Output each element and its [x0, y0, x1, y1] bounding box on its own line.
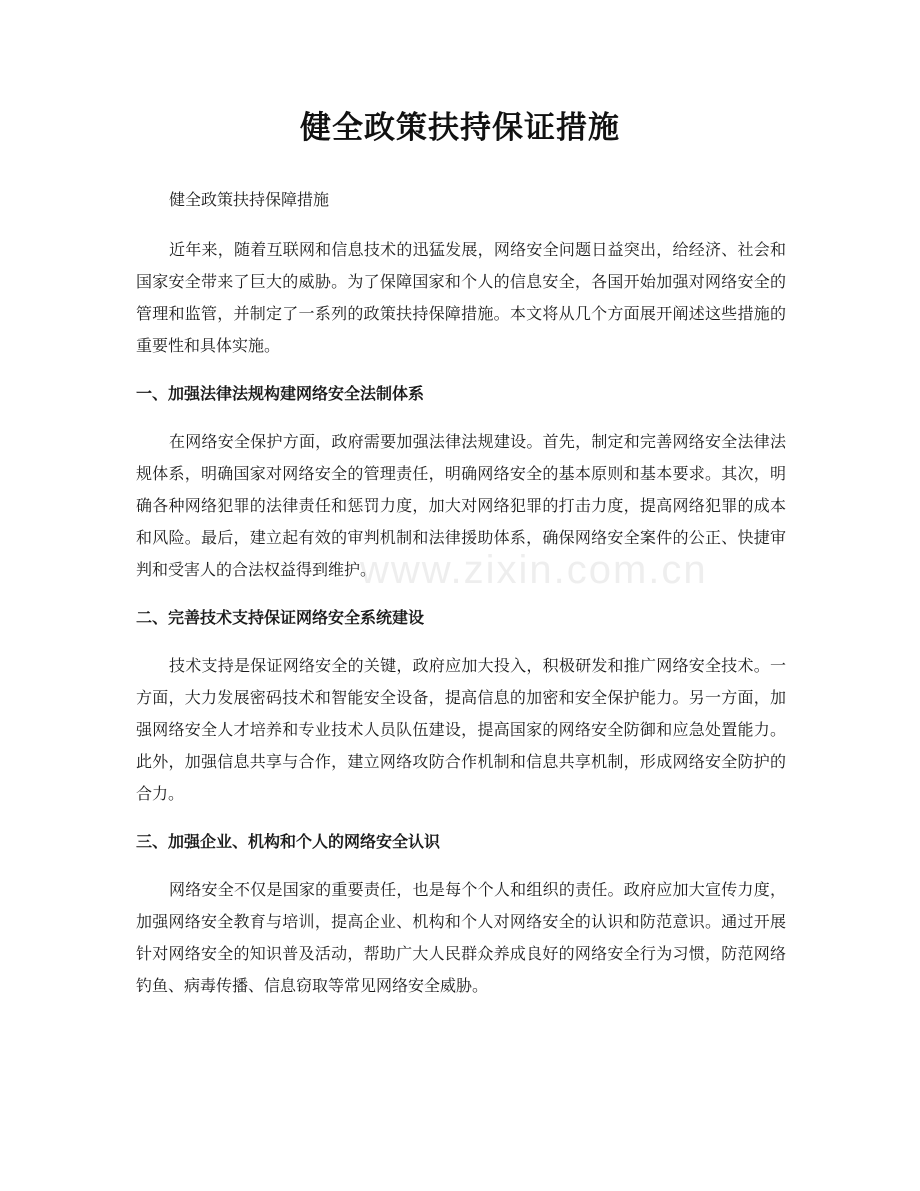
document-body: [136, 186, 786, 1016]
section-body-1: 在网络安全保护方面，政府需要加强法律法规建设。首先，制定和完善网络安全法律法规体系，明确国家对网络安全的管理责任，明确网络安全的基本原则和基本要求。其次，明确各种网络犯罪的法律责任和惩罚力度，加大对网络犯罪的打击力度，提高网络犯罪的成本和风险。最后，建立起有效的审判机制和法律援助体系，确保网络安全案件的公正、快捷审判和受害人的合法权益得到维护。: [136, 432, 786, 579]
section-heading-2: 二、完善技术支持保证网络安全系统建设: [136, 608, 425, 627]
section-heading-3: 三、加强企业、机构和个人的网络安全认识: [136, 832, 441, 851]
document-subtitle: 健全政策扶持保障措施: [169, 190, 330, 209]
intro-paragraph: 近年来，随着互联网和信息技术的迅猛发展，网络安全问题日益突出，给经济、社会和国家安全带来了巨大的威胁。为了保障国家和个人的信息安全，各国开始加强对网络安全的管理和监管，并制定了一系列的政策扶持保障措施。本文将从几个方面展开阐述这些措施的重要性和具体实施。: [136, 240, 786, 355]
section-body-3: 网络安全不仅是国家的重要责任，也是每个个人和组织的责任。政府应加大宣传力度，加强网络安全教育与培训，提高企业、机构和个人对网络安全的认识和防范意识。通过开展针对网络安全的知识普及活动，帮助广大人民群众养成良好的网络安全行为习惯，防范网络钓鱼、病毒传播、信息窃取等常见网络安全威胁。: [136, 880, 786, 995]
section-body-2: 技术支持是保证网络安全的关键，政府应加大投入，积极研发和推广网络安全技术。一方面，大力发展密码技术和智能安全设备，提高信息的加密和安全保护能力。另一方面，加强网络安全人才培养和专业技术人员队伍建设，提高国家的网络安全防御和应急处置能力。此外，加强信息共享与合作，建立网络攻防合作机制和信息共享机制，形成网络安全防护的合力。: [136, 656, 786, 803]
watermark: www.zixin.com.cn: [360, 548, 708, 592]
document-title: 健全政策扶持保证措施: [300, 110, 620, 146]
section-heading-1: 一、加强法律法规构建网络安全法制体系: [136, 384, 425, 403]
